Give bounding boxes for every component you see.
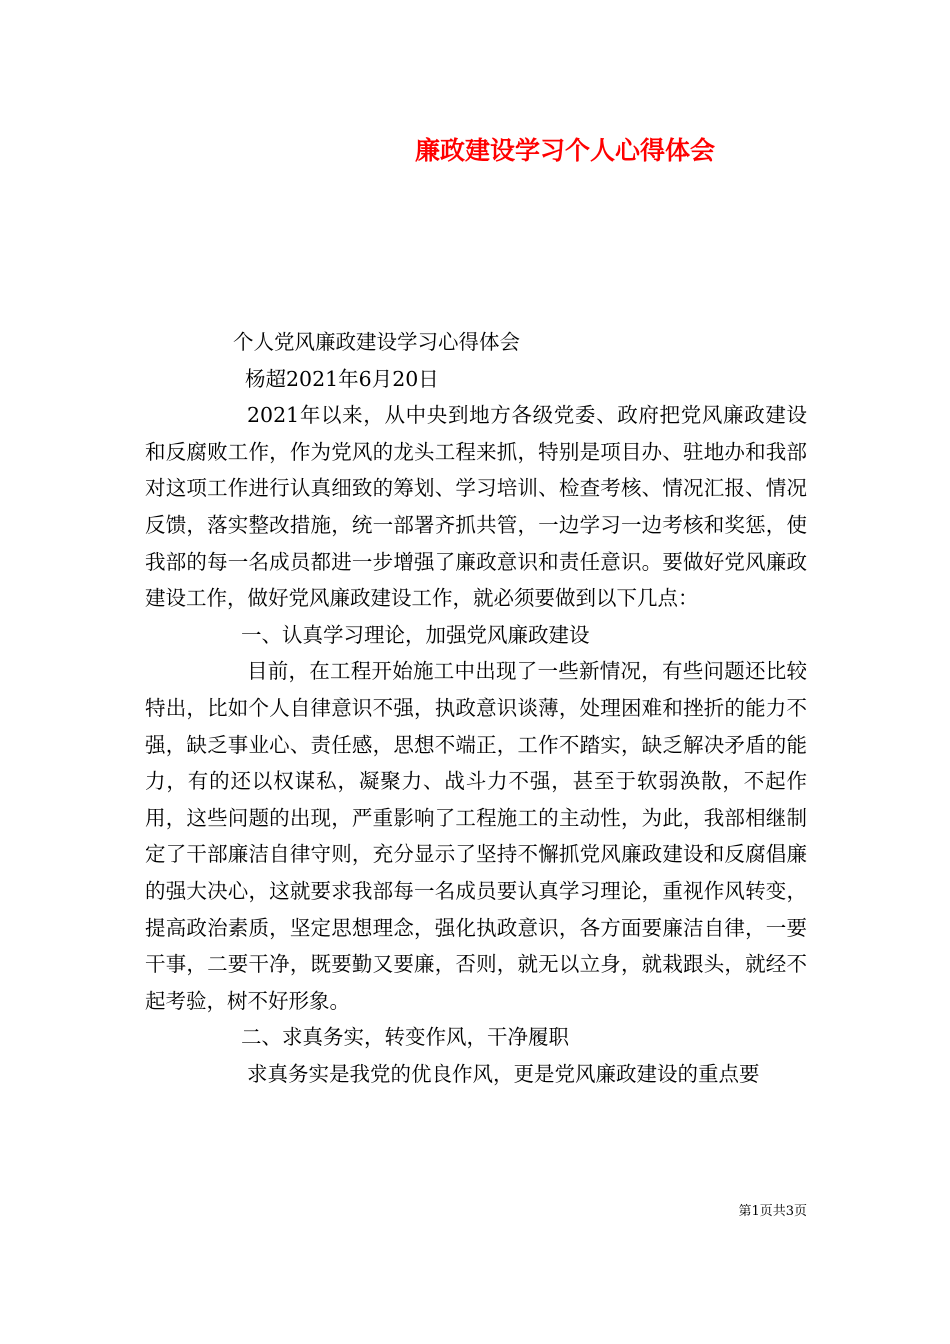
paragraph: 2021年以来，从中央到地方各级党委、政府把党风廉政建设和反腐败工作，作为党风的龙头工程来抓，特别是项目办、驻地办和我部对这项工作进行认真细致的筹划、学习培训、检查考核、情况汇报、情况反馈，落实整改措施，统一部署齐抓共管，一边学习一边考核和奖惩，使我部的每一名成员都进一步增强了廉政意识和责任意识。要做好党风廉政建设工作，做好党风廉政建设工作，就必须要做到以下几点： [145, 403, 807, 611]
section-heading: 二、求真务实，转变作风，干净履职 [241, 1025, 569, 1050]
author-date: 杨超2021年6月20日 [245, 366, 439, 391]
section-heading: 一、认真学习理论，加强党风廉政建设 [241, 622, 590, 647]
document-title: 廉政建设学习个人心得体会 [414, 136, 715, 165]
document-body [145, 324, 807, 1092]
page-number: 第1页共3页 [738, 1204, 807, 1219]
paragraph: 目前，在工程开始施工中出现了一些新情况，有些问题还比较特出，比如个人自律意识不强，执政意识谈薄，处理困难和挫折的能力不强，缺乏事业心、责任感，思想不端正，工作不踏实，缺乏解决矛盾的能力，有的还以权谋私，凝聚力、战斗力不强，甚至于软弱涣散，不起作用，这些问题的出现，严重影响了工程施工的主动性，为此，我部相继制定了干部廉洁自律守则，充分显示了坚持不懈抓党风廉政建设和反腐倡廉的强大决心，这就要求我部每一名成员要认真学习理论，重视作风转变，提高政治素质，坚定思想理念，强化执政意识，各方面要廉洁自律，一要干事，二要干净，既要勤又要廉，否则，就无以立身，就栽跟头，就经不起考验，树不好形象。 [145, 659, 807, 1013]
document-subtitle: 个人党风廉政建设学习心得体会 [233, 330, 520, 354]
paragraph: 求真务实是我党的优良作风，更是党风廉政建设的重点要 [247, 1061, 760, 1086]
